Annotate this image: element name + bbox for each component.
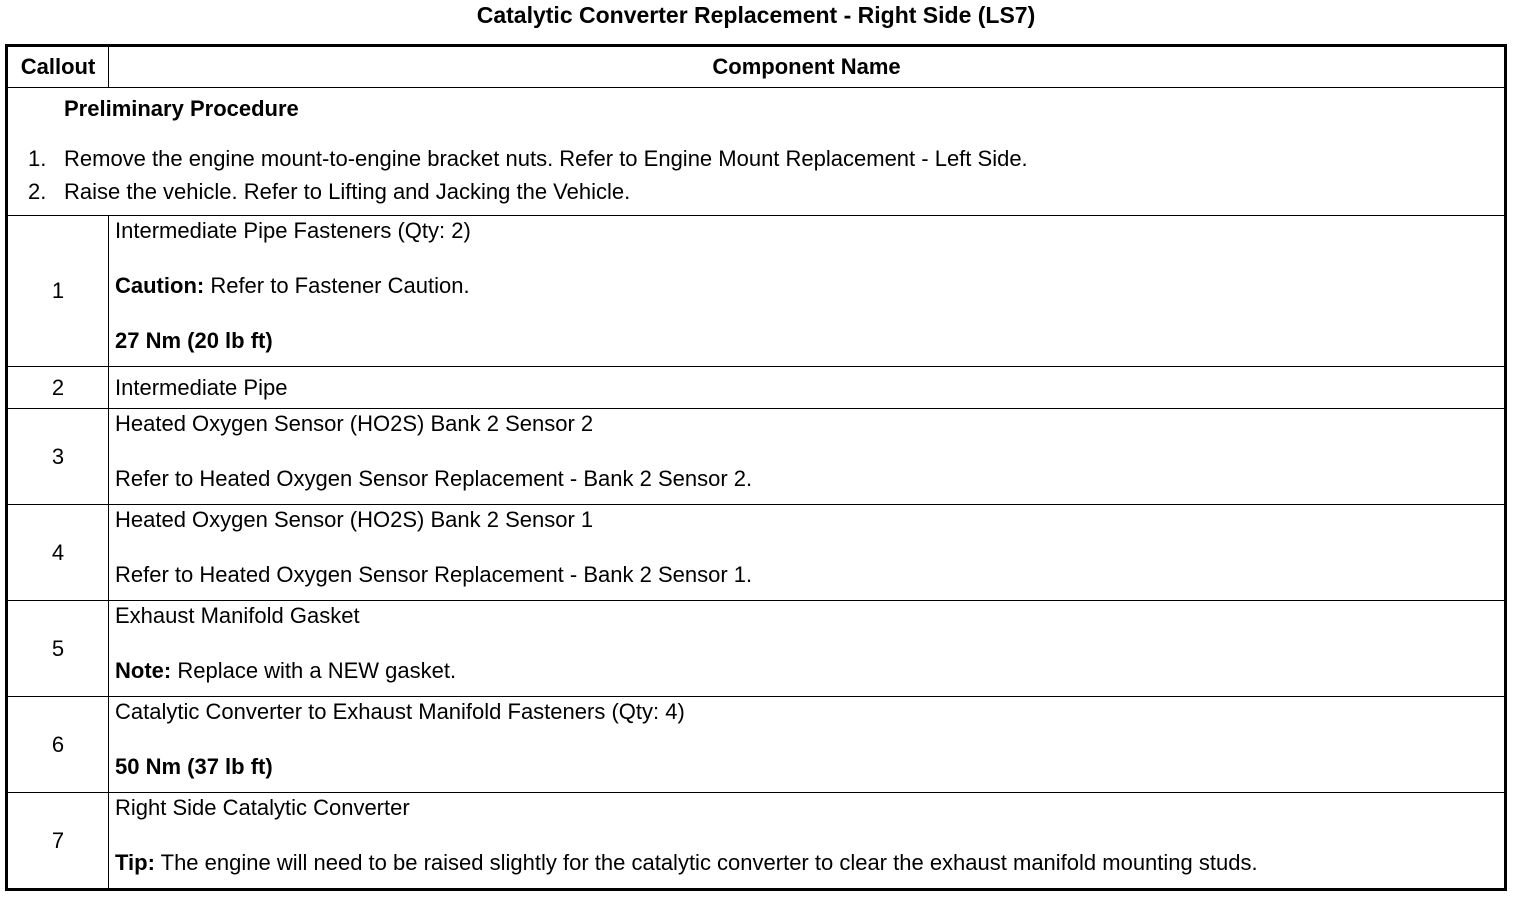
component-name: Exhaust Manifold Gasket <box>115 603 360 628</box>
component-name: Heated Oxygen Sensor (HO2S) Bank 2 Sensor 2 <box>115 411 594 436</box>
tip-label: Tip: <box>115 850 155 875</box>
table-row <box>7 216 1506 367</box>
table-row <box>7 505 1506 601</box>
torque-spec: 27 Nm (20 lb ft) <box>115 328 273 353</box>
callout-number: 7 <box>7 793 109 890</box>
component-cell <box>109 697 1506 793</box>
callout-column-header: Callout <box>7 46 109 88</box>
component-name: Heated Oxygen Sensor (HO2S) Bank 2 Sensor 1 <box>115 507 594 532</box>
component-column-header: Component Name <box>109 46 1506 88</box>
tip-text: The engine will need to be raised slightly for the catalytic converter to clear the exhaust manifold mounting studs. <box>154 850 1258 875</box>
step-number: 1. <box>28 146 47 171</box>
table-header-row <box>7 46 1506 88</box>
page-title: Catalytic Converter Replacement - Right Side (LS7) <box>476 2 1036 28</box>
table-row <box>7 601 1506 697</box>
callout-number: 3 <box>7 409 109 505</box>
component-name: Intermediate Pipe <box>115 374 288 400</box>
reference-text: Refer to Heated Oxygen Sensor Replacement - Bank 2 Sensor 2. <box>115 466 753 491</box>
table-row <box>7 367 1506 409</box>
reference-text: Refer to Heated Oxygen Sensor Replacement - Bank 2 Sensor 1. <box>115 562 753 587</box>
callout-number: 1 <box>7 216 109 367</box>
preliminary-step <box>28 142 1504 175</box>
table-row <box>7 409 1506 505</box>
caution-text: Refer to Fastener Caution. <box>204 273 470 298</box>
component-name: Catalytic Converter to Exhaust Manifold Fasteners (Qty: 4) <box>115 699 685 724</box>
callout-number: 2 <box>7 367 109 409</box>
step-text: Raise the vehicle. Refer to Lifting and Jacking the Vehicle. <box>64 179 631 204</box>
tip-line <box>115 848 1498 878</box>
callout-number: 5 <box>7 601 109 697</box>
callout-number: 6 <box>7 697 109 793</box>
component-cell <box>109 793 1506 890</box>
preliminary-step <box>28 175 1504 208</box>
preliminary-procedure-cell <box>7 88 1506 216</box>
step-text: Remove the engine mount-to-engine bracket nuts. Refer to Engine Mount Replacement - Left Side. <box>64 146 1028 171</box>
torque-spec: 50 Nm (37 lb ft) <box>115 754 273 779</box>
note-label: Note: <box>115 658 172 683</box>
component-cell <box>109 601 1506 697</box>
component-cell <box>109 216 1506 367</box>
component-cell <box>109 505 1506 601</box>
note-text: Replace with a NEW gasket. <box>171 658 457 683</box>
preliminary-procedure-row <box>7 88 1506 216</box>
caution-label: Caution: <box>115 273 205 298</box>
table-row <box>7 697 1506 793</box>
table-row <box>7 793 1506 890</box>
component-name: Intermediate Pipe Fasteners (Qty: 2) <box>115 218 471 243</box>
preliminary-procedure-heading: Preliminary Procedure <box>64 96 299 121</box>
callout-number: 4 <box>7 505 109 601</box>
component-cell <box>109 367 1506 409</box>
component-name: Right Side Catalytic Converter <box>115 795 410 820</box>
preliminary-steps-list <box>28 142 1504 208</box>
caution-line <box>115 271 1498 301</box>
component-cell <box>109 409 1506 505</box>
note-line <box>115 656 1498 686</box>
step-number: 2. <box>28 179 47 204</box>
component-table <box>5 44 1507 891</box>
